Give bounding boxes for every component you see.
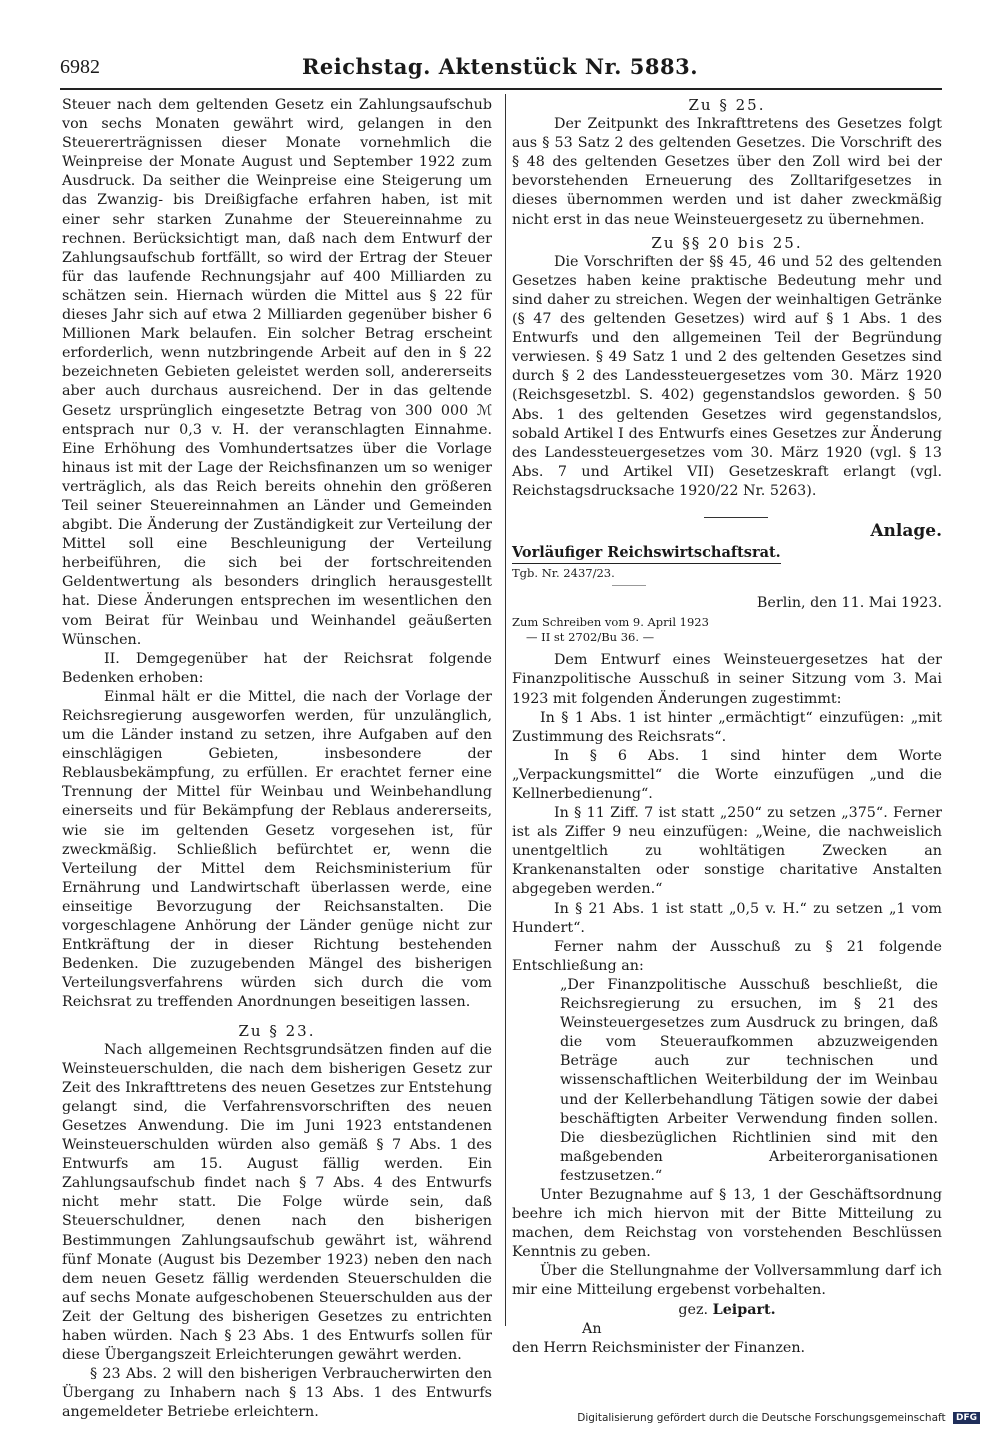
letter-reference xyxy=(512,615,942,645)
paragraph: Über die Stellungnahme der Vollversammlung darf ich mir eine Mitteilung ergebenst vorbehalten. xyxy=(512,1263,942,1299)
left-column xyxy=(62,96,492,1422)
paragraph: Nach allgemeinen Rechtsgrundsätzen finden auf die Weinsteuerschulden, die nach dem bisherigen Gesetz zur Zeit des Inkrafttretens des neuen Gesetzes zur Entstehung gelangt sind, die Verfahrensvorschriften des neuen Gesetzes Anwendung. Die im Juni 1923 entstandenen Weinsteuerschulden würden also gemäß § 7 Abs. 1 des Entwurfs am 15. August fällig werden. Ein Zahlungsaufschub findet nach § 7 Abs. 4 des Entwurfs nicht mehr statt. Die Folge würde sein, daß Steuerschuldner, denen nach den bisherigen Bestimmungen Zahlungsaufschub gewährt ist, während fünf Monate (August bis Dezember 1923) neben den nach dem neuen Gesetz fällig werdenden Steuerschulden die auf sechs Monate aufgeschobenen Steuerschulden aus der Zeit der Geltung des bisherigen Gesetzes zu entrichten haben würden. Nach § 23 Abs. 1 des Entwurfs sollen für diese Übergangszeit Erleichterungen gewährt werden. xyxy=(62,1041,492,1364)
signature-prefix: gez. xyxy=(678,1301,709,1318)
dfg-logo: DFG xyxy=(953,1412,980,1424)
paragraph: Dem Entwurf eines Weinsteuergesetzes hat der Finanzpolitische Ausschuß in seiner Sitzung vom 3. Mai 1923 mit folgenden Änderungen zugestimmt: xyxy=(512,652,942,707)
reference-line: Zum Schreiben vom 9. April 1923 xyxy=(512,615,709,630)
address-line: den Herrn Reichsminister der Finanzen. xyxy=(512,1339,806,1356)
right-column xyxy=(512,96,942,1358)
paragraph: Unter Bezugnahme auf § 13, 1 der Geschäftsordnung beehre ich mich hiervon mit der Bitte Mitteilung zu machen, dem Reichstag von vorstehenden Beschlüssen Kenntnis zu geben. xyxy=(512,1186,942,1261)
paragraph: II. Demgegenüber hat der Reichsrat folgende Bedenken erhoben: xyxy=(62,650,492,686)
small-rule xyxy=(612,585,646,586)
reference-line: — II st 2702/Bu 36. — xyxy=(526,630,655,645)
paragraph: Einmal hält er die Mittel, die nach der Vorlage der Reichsregierung ausgeworfen werden, für unzulänglich, um die Länder instand zu setzen, ihre Aufgaben auf den einschlägigen Gebieten, insbesondere der Reblausbekämpfung, zu erfüllen. Er erachtet ferner eine Trennung der Mittel für Weinbau und Weinbehandlung einerseits und für Bekämpfung der Reblaus andererseits, wie sie im geltenden Gesetz vorgesehen ist, für zweckmäßig. Schließlich befürchtet er, wenn die Verteilung der Mittel dem Reichsministerium für Ernährung und Landwirtschaft überlassen werde, eine einseitige Bevorzugung der Reichsanstalten. Die vorgeschlagene Anhörung der Länder genüge nicht zur Entkräftung der in dieser Richtung bestehenden Bedenken. Die zuzugebenden Mängel des bisherigen Verteilungsverfahrens würden sich durch die vom Reichsrat zu treffenden Anordnungen beseitigen lassen. xyxy=(62,688,492,1011)
letter-date: Berlin, den 11. Mai 1923. xyxy=(756,595,942,612)
header-rule xyxy=(60,88,942,90)
section-heading: Zu § 23. xyxy=(238,1021,316,1040)
paragraph: Steuer nach dem geltenden Gesetz ein Zahlungsaufschub von sechs Monaten gewährt wird, gelangen in den Steuererträgnissen dieser Monate vornehmlich die Weinpreise der Monate August und September 1922 zum Ausdruck. Da seither die Weinpreise eine Steigerung um das Zwanzig- bis Dreißigfache erfahren haben, ist mit einer sehr starken Zunahme der Steuereinnahme zu rechnen. Berücksichtigt man, daß nach dem Entwurf der Zahlungsaufschub fortfällt, so wird der Ertrag der Steuer für das laufende Rechnungsjahr auf 400 Milliarden zu schätzen sein. Hiernach würden die Mittel aus § 22 für dieses Jahr sich auf etwa 2 Milliarden gegenüber bisher 6 Millionen Mark belaufen. Ein solcher Betrag erscheint erforderlich, wenn nutzbringende Arbeit auf den in § 22 bezeichneten Gebieten geleistet werden soll, andererseits aber auch durchaus ausreichend. Der in das geltende Gesetz ursprünglich eingesetzte Betrag von 300 000 ℳ entsprach nur 0,3 v. H. der veranschlagten Einnahme. Eine Erhöhung des Vomhundertsatzes über die Vorlage hinaus ist mit der Lage der Reichsfinanzen um so weniger verträglich, als das Reich bereits ohnehin den größeren Teil seiner Steuereinnahmen an Länder und Gemeinden abgibt. Die Änderung der Zuständigkeit zur Verteilung der Mittel soll eine Beschleunigung der Verteilung herbeiführen, die sich bei der fortschreitenden Geldentwertung als besonders dringlich herausgestellt hat. Diese Änderungen entsprechen im wesentlichen den vom Beirat für Weinbau und Weinhandel geäußerten Wünschen. xyxy=(62,97,492,648)
column-divider xyxy=(505,94,506,1326)
paragraph: Die Vorschriften der §§ 45, 46 und 52 des geltenden Gesetzes haben keine praktische Bedeutung mehr und sind daher zu streichen. Wegen der weinhaltigen Getränke (§ 47 des geltenden Gesetzes) wird auf § 1 Abs. 1 des Entwurfs und den allgemeinen Teil der Begründung verwiesen. § 49 Satz 1 und 2 des geltenden Gesetzes sind durch § 2 des Landessteuergesetzes vom 30. März 1920 (Reichsgesetzbl. S. 402) gegenstandslos geworden. § 50 Abs. 1 des geltenden Gesetzes wird gegenstandslos, sobald Artikel I des Entwurfs eines Gesetzes zur Änderung des Landessteuergesetzes vom 30. März 1920 (vgl. § 13 Abs. 7 und Artikel VII) Gesetzeskraft erlangt (vgl. Reichstagsdrucksache 1920/22 Nr. 5263). xyxy=(512,253,942,499)
paragraph: In § 1 Abs. 1 ist hinter „ermächtigt“ einzufügen: „mit Zustimmung des Reichsrats“. xyxy=(512,709,942,745)
resolution-quote: „Der Finanzpolitische Ausschuß beschließt, die Reichsregierung zu ersuchen, im § 21 des Weinsteuergesetzes zum Ausdruck zu bringen, daß die vom Steueraufkommen abzuzweigenden Beträge auch zur technischen und wissenschaftlichen Weiterbildung der im Weinbau und der Kellerbehandlung Tätigen sowie der dabei beschäftigten Arbeiter Verwendung finden sollen. Die diesbezüglichen Richtlinien sind mit den maßgebenden Arbeiterorganisationen festzusetzen.“ xyxy=(560,976,938,1184)
paragraph: § 23 Abs. 2 will den bisherigen Verbraucherwirten den Übergang zu Inhabern nach § 13 Abs. 1 des Entwurfs angemeldeter Betriebe erleichtern. xyxy=(62,1366,492,1421)
signature-name: Leipart. xyxy=(712,1301,776,1318)
running-title: Reichstag. Aktenstück Nr. 5883. xyxy=(301,54,699,79)
section-heading: Zu §§ 20 bis 25. xyxy=(651,233,803,252)
section-heading: Zu § 25. xyxy=(688,96,766,114)
paragraph: In § 6 Abs. 1 sind hinter dem Worte „Verpackungsmittel“ die Worte einzufügen „und die Kellnerbedienung“. xyxy=(512,747,942,802)
footer-text: Digitalisierung gefördert durch die Deutsche Forschungsgemeinschaft xyxy=(577,1412,946,1424)
separator-rule xyxy=(704,517,768,518)
annex-heading: Anlage. xyxy=(870,520,942,541)
page-header xyxy=(60,56,940,86)
footer-credit xyxy=(577,1412,980,1424)
signature xyxy=(512,1301,942,1320)
paragraph: Der Zeitpunkt des Inkrafttretens des Gesetzes folgt aus § 53 Satz 2 des geltenden Gesetzes. Die Vorschrift des § 48 des geltenden Gesetzes über den Zoll wird bei der bevorstehenden Erneuerung des Zolltarifgesetzes in dieses übernommen werden und ist daher zweckmäßig nicht erst in das neue Weinsteuergesetz zu übernehmen. xyxy=(512,116,942,228)
paragraph: In § 11 Ziff. 7 ist statt „250“ zu setzen „375“. Ferner ist als Ziffer 9 neu einzufügen: „Weine, die nachweislich unentgeltlich zu wohltätigen Zwecken an Krankenanstalten oder sonstige charitative Anstalten abgegeben werden.“ xyxy=(512,805,942,898)
council-name: Vorläufiger Reichswirtschaftsrat. xyxy=(512,543,781,564)
address-line: An xyxy=(582,1320,602,1337)
page-number: 6982 xyxy=(60,56,100,78)
journal-number: Tgb. Nr. 2437/23. xyxy=(512,566,615,581)
paragraph: Ferner nahm der Ausschuß zu § 21 folgende Entschließung an: xyxy=(512,938,942,974)
paragraph: In § 21 Abs. 1 ist statt „0,5 v. H.“ zu setzen „1 vom Hundert“. xyxy=(512,900,942,936)
